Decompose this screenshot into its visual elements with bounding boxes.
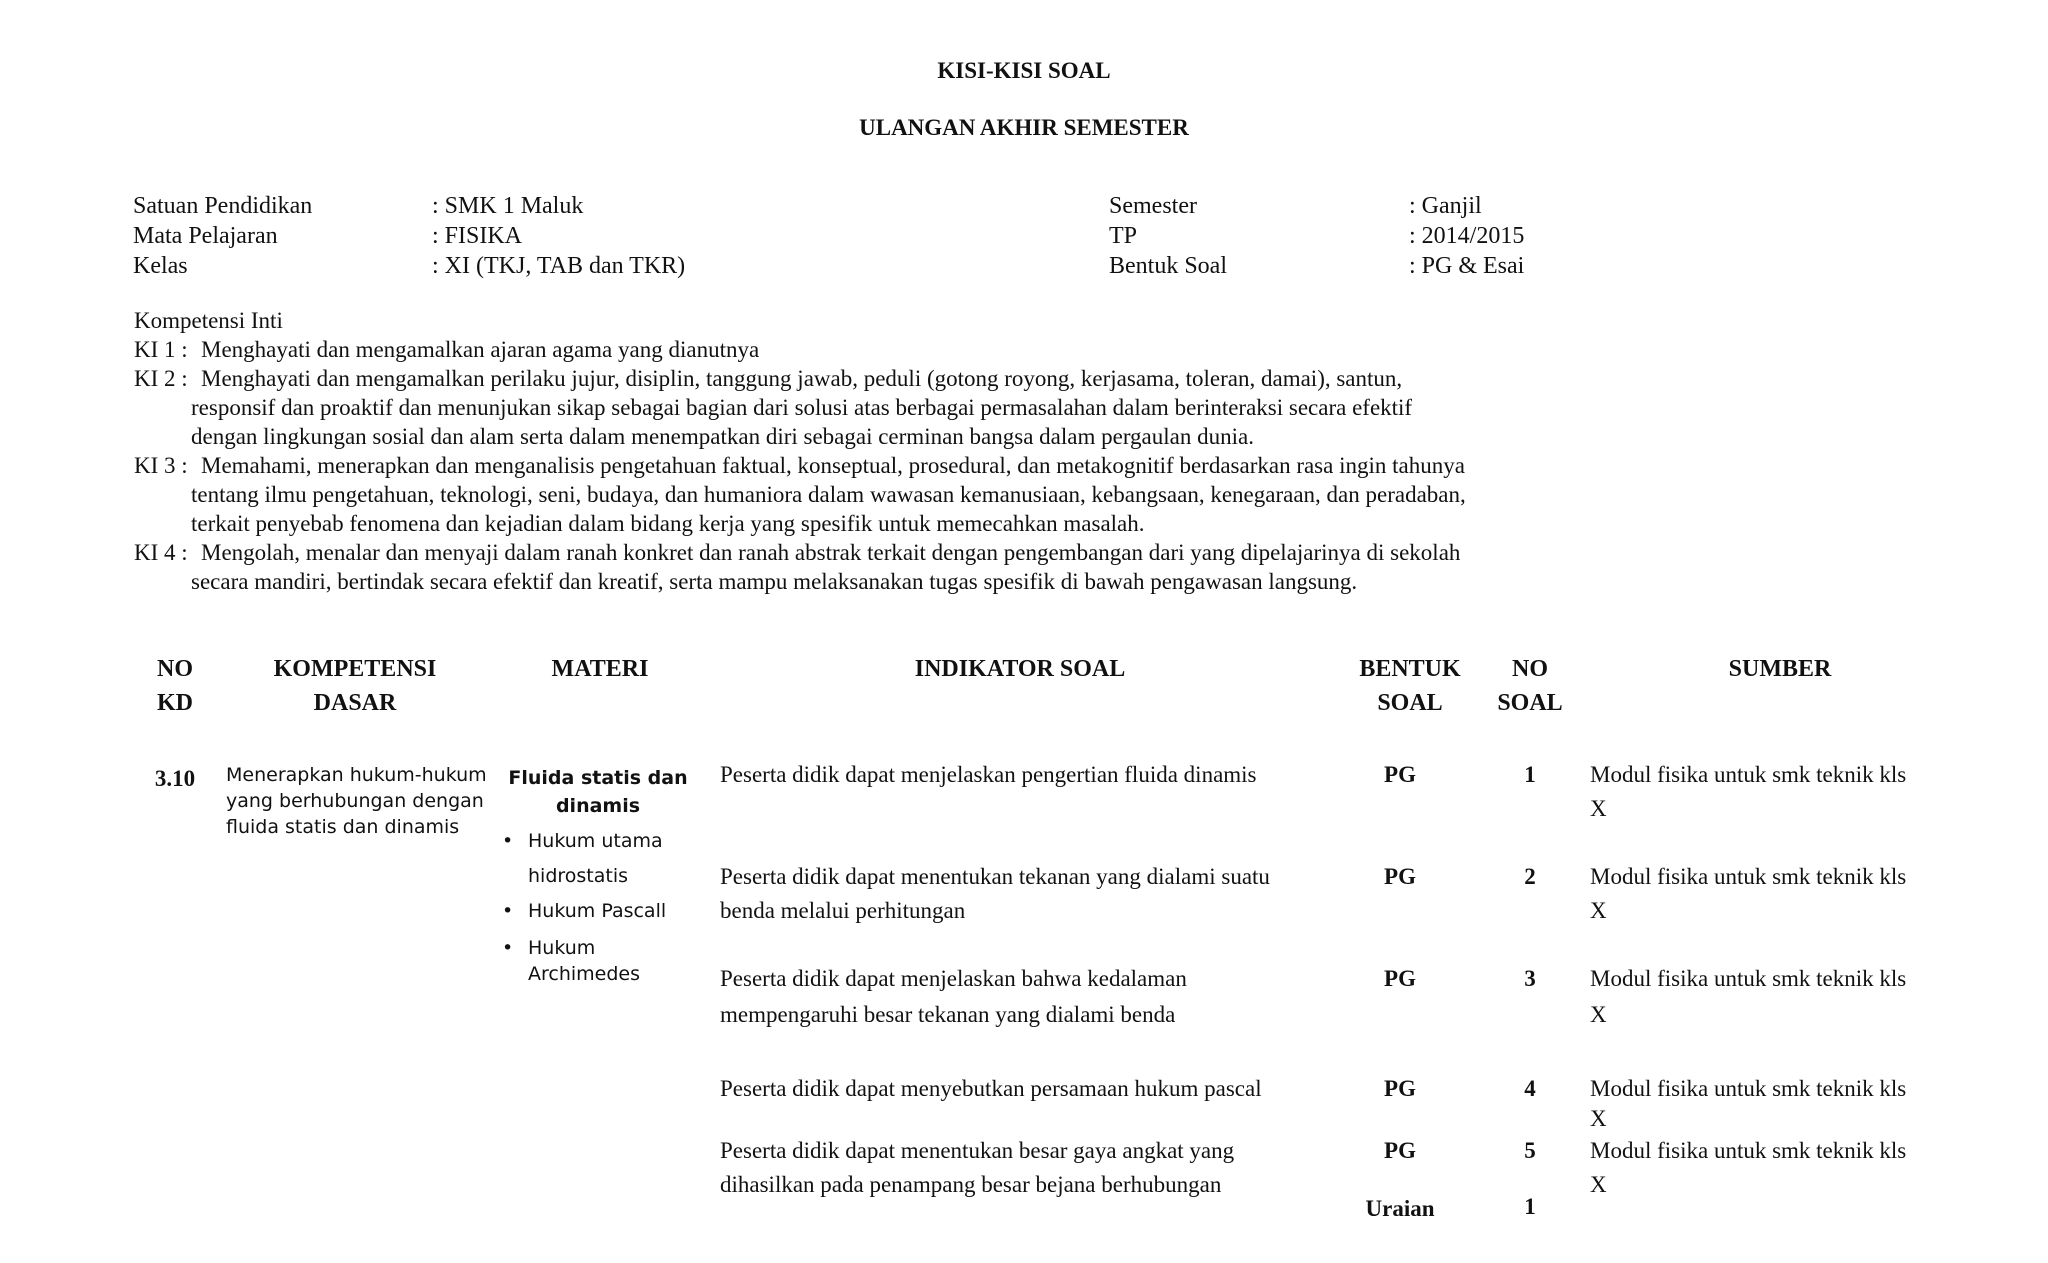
info-value-tp: : 2014/2015 — [1409, 223, 1525, 249]
info-value-semester: : Ganjil — [1409, 193, 1482, 219]
info-label-mapel: Mata Pelajaran — [133, 223, 278, 249]
bentuk-cell: PG — [1384, 1076, 1416, 1101]
header-no-soal — [1480, 652, 1580, 720]
header-indikator: INDIKATOR SOAL — [914, 656, 1126, 682]
sumber-line: X — [1590, 1106, 1607, 1131]
ki2-label: KI 2 : — [134, 366, 188, 391]
materi-item-text: Hukum Pascall — [528, 900, 667, 922]
info-label-satuan: Satuan Pendidikan — [133, 193, 313, 219]
ki2-line: dengan lingkungan sosial dan alam serta dalam menempatkan diri sebagai cerminan bangsa dalam pergaulan dunia. — [191, 424, 1254, 449]
materi-list — [502, 824, 702, 987]
indikator-line: benda melalui perhitungan — [720, 898, 966, 923]
sumber-cell — [1590, 758, 1906, 826]
info-value-mapel: : FISIKA — [432, 223, 523, 249]
bentuk-cell: Uraian — [1365, 1196, 1435, 1221]
ki1-label: KI 1 : — [134, 337, 188, 362]
no-soal-cell: 2 — [1524, 864, 1536, 889]
indikator-line: Peserta didik dapat menentukan tekanan yang dialami suatu — [720, 864, 1270, 889]
indikator-cell — [720, 1072, 1262, 1106]
sumber-line: Modul fisika untuk smk teknik kls — [1590, 762, 1907, 787]
info-label-bentuk: Bentuk Soal — [1109, 253, 1227, 279]
sumber-line: Modul fisika untuk smk teknik kls — [1590, 1138, 1907, 1163]
materi-item: • Hukum utama hidrostatis — [502, 830, 663, 887]
ki1-line: Menghayati dan mengamalkan ajaran agama yang dianutnya — [201, 337, 760, 362]
indikator-line: dihasilkan pada penampang besar bejana berhubungan — [720, 1172, 1222, 1197]
indikator-cell — [720, 860, 1270, 928]
indikator-line: Peserta didik dapat menyebutkan persamaan hukum pascal — [720, 1076, 1262, 1101]
info-label-kelas: Kelas — [133, 253, 188, 279]
sumber-line: X — [1590, 898, 1607, 923]
materi-item: • Hukum Pascall — [502, 900, 667, 922]
bentuk-cell: PG — [1384, 1138, 1416, 1163]
sumber-line: X — [1590, 796, 1607, 821]
ki3-line: tentang ilmu pengetahuan, teknologi, seni, budaya, dan humaniora dalam wawasan kemanusiaan, kebangsaan, kenegaraan, dan peradaban, — [191, 482, 1466, 507]
info-label-tp: TP — [1109, 223, 1138, 249]
header-no-kd-line: NO — [157, 656, 193, 682]
header-kompetensi-dasar — [230, 652, 480, 720]
indikator-line: mempengaruhi besar tekanan yang dialami benda — [720, 1002, 1176, 1027]
indikator-line: Peserta didik dapat menjelaskan pengertian fluida dinamis — [720, 762, 1257, 787]
kd-text: Menerapkan hukum-hukum yang berhubungan dengan fluida statis dan dinamis — [226, 764, 487, 838]
no-soal-cell: 1 — [1524, 762, 1536, 787]
document-subtitle: ULANGAN AKHIR SEMESTER — [859, 115, 1189, 140]
no-soal-cell: 4 — [1524, 1076, 1536, 1101]
no-soal-cell: 3 — [1524, 966, 1536, 991]
ki3-label: KI 3 : — [134, 453, 188, 478]
ki3-line: Memahami, menerapkan dan menganalisis pengetahuan faktual, konseptual, prosedural, dan metakognitif berdasarkan rasa ingin tahunya — [201, 453, 1465, 478]
bentuk-cell: PG — [1384, 762, 1416, 787]
bentuk-cell: PG — [1384, 864, 1416, 889]
header-no-soal-line: NO — [1512, 656, 1548, 682]
header-sumber: SUMBER — [1728, 656, 1832, 682]
ki3-line: terkait penyebab fenomena dan kejadian dalam bidang kerja yang spesifik untuk memecahkan masalah. — [191, 511, 1145, 536]
materi-title: Fluida statis dan dinamis — [508, 767, 688, 817]
indikator-line: Peserta didik dapat menentukan besar gaya angkat yang — [720, 1138, 1235, 1163]
sumber-line: X — [1590, 1172, 1607, 1197]
header-materi: MATERI — [551, 656, 649, 682]
materi-item: • Hukum Archimedes — [502, 937, 641, 985]
indikator-cell — [720, 758, 1257, 792]
info-value-bentuk: : PG & Esai — [1409, 253, 1525, 279]
indikator-cell — [720, 962, 1187, 1032]
header-kd-line: DASAR — [313, 690, 397, 716]
document-title: KISI-KISI SOAL — [937, 58, 1111, 83]
sumber-cell — [1590, 1134, 1906, 1202]
info-value-satuan: : SMK 1 Maluk — [432, 193, 584, 219]
sumber-cell — [1590, 962, 1906, 1032]
ki4-line: secara mandiri, bertindak secara efektif dan kreatif, serta mampu melaksanakan tugas spesifik di bawah pengawasan langsung. — [191, 569, 1358, 594]
header-no-soal-line: SOAL — [1497, 690, 1563, 716]
bentuk-cell: PG — [1384, 966, 1416, 991]
header-no-kd-line: KD — [157, 690, 193, 716]
sumber-cell — [1590, 1072, 1906, 1136]
ki-heading: Kompetensi Inti — [134, 308, 283, 333]
info-label-semester: Semester — [1109, 193, 1197, 219]
info-value-kelas: : XI (TKJ, TAB dan TKR) — [432, 253, 686, 279]
header-bentuk-soal — [1340, 652, 1480, 720]
header-kd-line: KOMPETENSI — [273, 656, 437, 682]
header-no-kd — [140, 652, 210, 720]
ki4-label: KI 4 : — [134, 540, 188, 565]
sumber-line: X — [1590, 1002, 1607, 1027]
sumber-line: Modul fisika untuk smk teknik kls — [1590, 864, 1907, 889]
ki2-line: Menghayati dan mengamalkan perilaku jujur, disiplin, tanggung jawab, peduli (gotong royong, kerjasama, toleran, damai), santun, — [201, 366, 1403, 391]
materi-item-text: Hukum Archimedes — [528, 937, 641, 985]
sumber-cell — [1590, 860, 1906, 928]
header-bentuk-line: SOAL — [1377, 690, 1443, 716]
materi-item-text: Hukum utama hidrostatis — [528, 830, 663, 887]
no-soal-cell: 5 — [1524, 1138, 1536, 1163]
ki2-line: responsif dan proaktif dan menunjukan sikap sebagai bagian dari solusi atas berbagai permasalahan dalam berinteraksi secara efektif — [191, 395, 1413, 420]
kd-number: 3.10 — [154, 766, 196, 791]
ki4-line: Mengolah, menalar dan menyaji dalam ranah konkret dan ranah abstrak terkait dengan pengembangan dari yang dipelajarinya di sekolah — [201, 540, 1461, 565]
sumber-line: Modul fisika untuk smk teknik kls — [1590, 1076, 1907, 1101]
no-soal-cell: 1 — [1524, 1194, 1536, 1219]
sumber-line: Modul fisika untuk smk teknik kls — [1590, 966, 1907, 991]
indikator-line: Peserta didik dapat menjelaskan bahwa kedalaman — [720, 966, 1187, 991]
indikator-cell — [720, 1134, 1234, 1202]
header-bentuk-line: BENTUK — [1359, 656, 1461, 682]
